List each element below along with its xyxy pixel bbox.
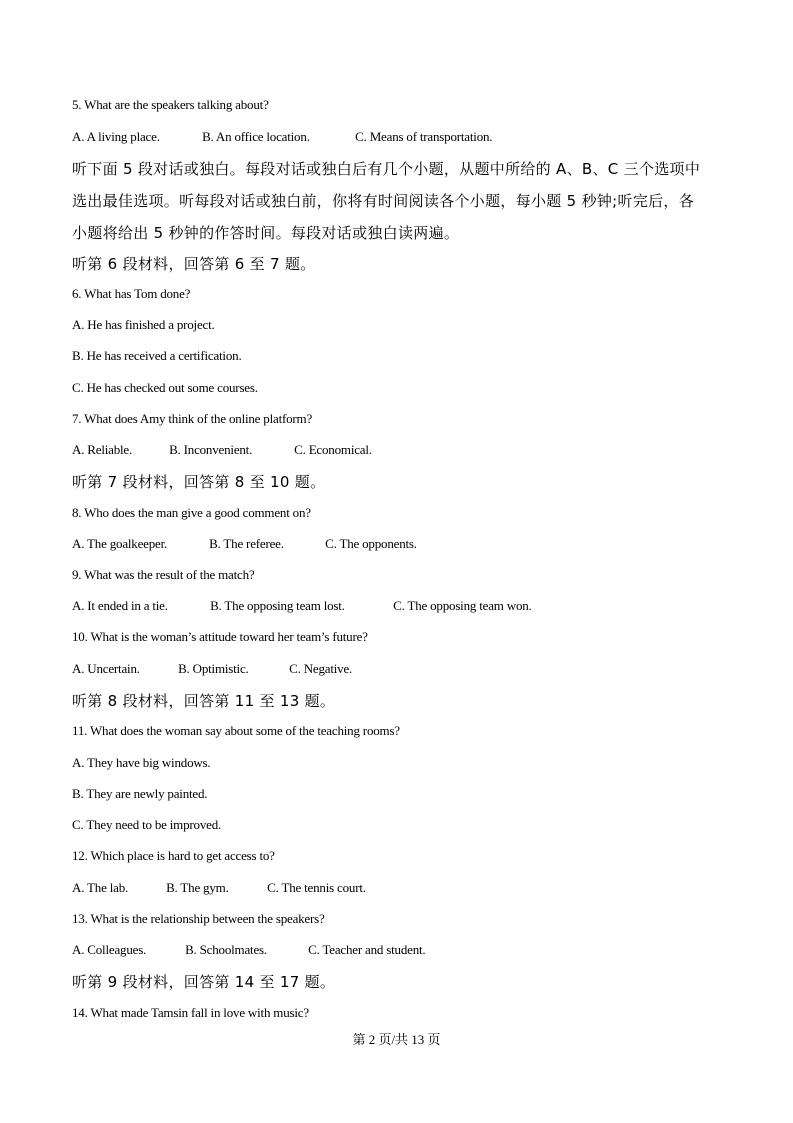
option-c: C. The tennis court. bbox=[267, 880, 366, 895]
question-7-options bbox=[72, 442, 372, 458]
option-c: C. Negative. bbox=[289, 661, 353, 676]
question-11-option-b: B. They are newly painted. bbox=[72, 786, 208, 801]
question-9: 9. What was the result of the match? bbox=[72, 567, 255, 582]
question-11: 11. What does the woman say about some of the teaching rooms? bbox=[72, 723, 400, 738]
section-instruction-line-1: 听下面 5 段对话或独白。每段对话或独白后有几个小题，从题中所给的 A、B、C 三个选项中 bbox=[72, 160, 701, 178]
option-b: B. Schoolmates. bbox=[185, 942, 267, 957]
question-12: 12. Which place is hard to get access to? bbox=[72, 848, 275, 863]
option-a: A. It ended in a tie. bbox=[72, 598, 168, 613]
option-a: A. Colleagues. bbox=[72, 942, 147, 957]
question-10-options bbox=[72, 661, 352, 677]
question-8-options bbox=[72, 536, 417, 552]
option-a: A. The lab. bbox=[72, 880, 129, 895]
option-b: B. The gym. bbox=[166, 880, 229, 895]
section-instruction-line-3: 小题将给出 5 秒钟的作答时间。每段对话或独白读两遍。 bbox=[72, 224, 460, 242]
option-a: A. Reliable. bbox=[72, 442, 133, 457]
question-13-options bbox=[72, 942, 425, 958]
question-14: 14. What made Tamsin fall in love with music? bbox=[72, 1005, 309, 1020]
question-6-option-a: A. He has finished a project. bbox=[72, 317, 215, 332]
option-b: B. Optimistic. bbox=[178, 661, 249, 676]
option-b: B. Inconvenient. bbox=[169, 442, 253, 457]
option-a: A. Uncertain. bbox=[72, 661, 140, 676]
option-c: C. Means of transportation. bbox=[355, 129, 493, 144]
question-10: 10. What is the woman’s attitude toward her team’s future? bbox=[72, 629, 368, 644]
question-13: 13. What is the relationship between the speakers? bbox=[72, 911, 325, 926]
question-11-option-a: A. They have big windows. bbox=[72, 755, 211, 770]
question-5: 5. What are the speakers talking about? bbox=[72, 97, 269, 112]
question-6-option-b: B. He has received a certification. bbox=[72, 348, 242, 363]
page-footer: 第 2 页/共 13 页 bbox=[352, 1032, 441, 1047]
option-b: B. The referee. bbox=[209, 536, 284, 551]
question-6: 6. What has Tom done? bbox=[72, 286, 191, 301]
material-8-heading: 听第 8 段材料，回答第 11 至 13 题。 bbox=[72, 692, 336, 710]
option-b: B. The opposing team lost. bbox=[210, 598, 345, 613]
question-5-options bbox=[72, 129, 492, 145]
question-6-option-c: C. He has checked out some courses. bbox=[72, 380, 258, 395]
material-7-heading: 听第 7 段材料，回答第 8 至 10 题。 bbox=[72, 473, 326, 491]
material-9-heading: 听第 9 段材料，回答第 14 至 17 题。 bbox=[72, 973, 336, 991]
question-8: 8. Who does the man give a good comment on? bbox=[72, 505, 311, 520]
option-c: C. Economical. bbox=[294, 442, 372, 457]
question-7: 7. What does Amy think of the online platform? bbox=[72, 411, 313, 426]
option-a: A. A living place. bbox=[72, 129, 160, 144]
material-6-heading: 听第 6 段材料，回答第 6 至 7 题。 bbox=[72, 255, 316, 273]
option-c: C. The opposing team won. bbox=[393, 598, 532, 613]
option-c: C. The opponents. bbox=[325, 536, 417, 551]
question-9-options bbox=[72, 598, 532, 614]
option-c: C. Teacher and student. bbox=[308, 942, 426, 957]
option-a: A. The goalkeeper. bbox=[72, 536, 168, 551]
question-11-option-c: C. They need to be improved. bbox=[72, 817, 222, 832]
section-instruction-line-2: 选出最佳选项。听每段对话或独白前，你将有时间阅读各个小题，每小题 5 秒钟;听完后，各 bbox=[72, 192, 695, 210]
option-b: B. An office location. bbox=[202, 129, 310, 144]
question-12-options bbox=[72, 880, 366, 896]
